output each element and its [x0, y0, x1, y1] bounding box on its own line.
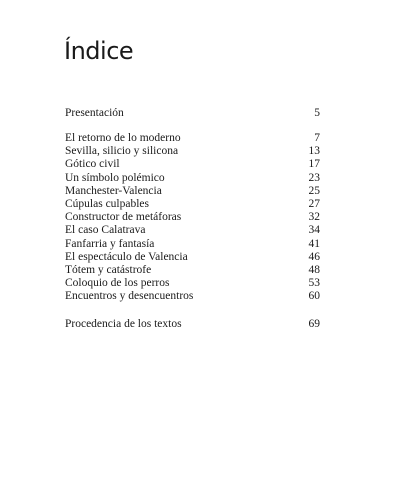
toc-entry-title: Presentación — [65, 107, 124, 119]
page-title: Índice — [64, 37, 134, 65]
toc-entry — [65, 251, 320, 264]
toc-entry-title: Cúpulas culpables — [65, 197, 149, 210]
toc-entry-title: El espectáculo de Valencia — [65, 250, 188, 263]
toc-entry-page: 32 — [308, 211, 320, 224]
toc-entry-title: Manchester-Valencia — [65, 184, 162, 197]
toc-entry — [65, 290, 320, 303]
toc-entry-page: 13 — [308, 145, 320, 158]
toc-entry — [65, 145, 320, 158]
toc-entry-page: 27 — [308, 197, 320, 210]
toc-entry-title: Coloquio de los perros — [65, 277, 170, 290]
toc-entry — [65, 238, 320, 251]
toc-entry — [65, 158, 320, 171]
toc-closing-section — [65, 318, 320, 331]
toc-chapters-section — [65, 132, 320, 303]
toc-entry-title: El caso Calatrava — [65, 224, 146, 237]
toc-entry-page: 5 — [314, 107, 320, 119]
toc-entry — [65, 277, 320, 290]
toc-entry-title: Encuentros y desencuentros — [65, 290, 194, 303]
toc-entry-page: 60 — [308, 290, 320, 303]
toc-entry-page: 69 — [308, 318, 320, 330]
toc-entry-page: 53 — [308, 277, 320, 290]
toc-entry-page: 48 — [308, 263, 320, 276]
toc-entry-title: Fanfarria y fantasía — [65, 237, 155, 250]
toc-entry-title: Sevilla, silicio y silicona — [65, 145, 179, 158]
toc-entry-page: 17 — [308, 158, 320, 171]
toc-entry — [65, 185, 320, 198]
toc-entry-page: 46 — [308, 250, 320, 263]
toc-entry — [65, 198, 320, 211]
toc-entry-page: 25 — [308, 184, 320, 197]
toc-entry-title: El retorno de lo moderno — [65, 132, 181, 144]
toc-entry — [65, 264, 320, 277]
toc-entry — [65, 107, 320, 120]
toc-entry — [65, 224, 320, 237]
toc-entry — [65, 318, 320, 331]
toc-entry-page: 7 — [314, 132, 320, 144]
toc-entry-page: 34 — [308, 224, 320, 237]
toc-entry-title: Tótem y catástrofe — [65, 263, 152, 276]
toc-entry-page: 41 — [308, 237, 320, 250]
toc-entry-title: Un símbolo polémico — [65, 171, 165, 184]
toc-entry-title: Procedencia de los textos — [65, 318, 182, 330]
toc-intro-section — [65, 107, 320, 120]
toc-entry — [65, 172, 320, 185]
toc-entry — [65, 132, 320, 145]
toc-entry — [65, 211, 320, 224]
toc-entry-title: Gótico civil — [65, 158, 120, 171]
toc-entry-page: 23 — [308, 171, 320, 184]
toc-entry-title: Constructor de metáforas — [65, 211, 182, 224]
